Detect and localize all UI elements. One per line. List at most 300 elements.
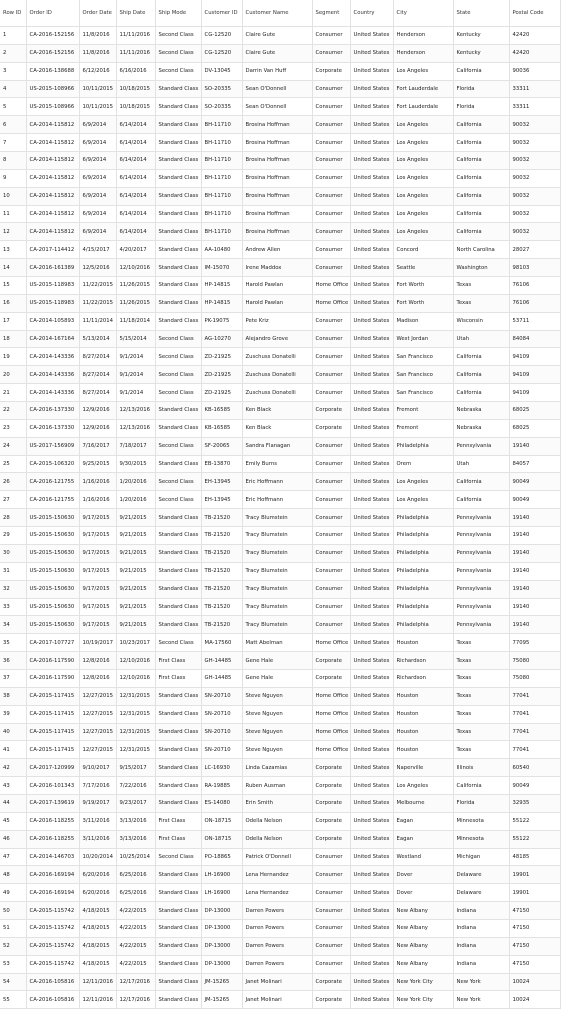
cell-postal-code[interactable]: 55122	[509, 830, 560, 848]
cell-country[interactable]: United States	[350, 187, 393, 205]
cell-state[interactable]: Minnesota	[453, 830, 509, 848]
cell-customer-id[interactable]: ZD-21925	[201, 348, 242, 366]
cell-customer-id[interactable]: ZD-21925	[201, 366, 242, 384]
table-row[interactable]	[0, 241, 560, 259]
cell-row-id[interactable]: 41	[0, 741, 26, 759]
cell-customer-name[interactable]: Pete Kriz	[242, 312, 312, 330]
cell-ship-date[interactable]: 9/1/2014	[116, 366, 155, 384]
cell-postal-code[interactable]: 90032	[509, 187, 560, 205]
cell-state[interactable]: Pennsylvania	[453, 562, 509, 580]
table-row[interactable]	[0, 884, 560, 902]
cell-postal-code[interactable]: 76106	[509, 277, 560, 295]
cell-order-date[interactable]: 4/18/2015	[79, 937, 116, 955]
cell-ship-mode[interactable]: Standard Class	[155, 277, 201, 295]
cell-postal-code[interactable]: 28027	[509, 241, 560, 259]
cell-state[interactable]: Utah	[453, 330, 509, 348]
table-row[interactable]	[0, 777, 560, 795]
cell-city[interactable]: Richardson	[393, 652, 453, 670]
cell-customer-name[interactable]: Sandra Flanagan	[242, 437, 312, 455]
cell-row-id[interactable]: 44	[0, 794, 26, 812]
cell-customer-name[interactable]: Andrew Allen	[242, 241, 312, 259]
cell-customer-id[interactable]: GH-14485	[201, 652, 242, 670]
cell-state[interactable]: California	[453, 223, 509, 241]
cell-ship-date[interactable]: 7/22/2016	[116, 777, 155, 795]
cell-ship-mode[interactable]: Standard Class	[155, 902, 201, 920]
cell-ship-mode[interactable]: Standard Class	[155, 955, 201, 973]
cell-city[interactable]: Seattle	[393, 259, 453, 277]
cell-order-id[interactable]: CA-2016-118255	[26, 812, 79, 830]
cell-order-id[interactable]: US-2017-156909	[26, 437, 79, 455]
cell-state[interactable]: Texas	[453, 277, 509, 295]
cell-order-id[interactable]: CA-2016-105816	[26, 991, 79, 1009]
cell-row-id[interactable]: 6	[0, 116, 26, 134]
cell-order-date[interactable]: 4/18/2015	[79, 902, 116, 920]
cell-row-id[interactable]: 26	[0, 473, 26, 491]
cell-order-id[interactable]: CA-2016-101343	[26, 777, 79, 795]
cell-ship-mode[interactable]: Standard Class	[155, 419, 201, 437]
cell-state[interactable]: Indiana	[453, 955, 509, 973]
cell-order-id[interactable]: CA-2015-117415	[26, 687, 79, 705]
table-row[interactable]	[0, 919, 560, 937]
cell-ship-mode[interactable]: Standard Class	[155, 794, 201, 812]
cell-ship-date[interactable]: 11/26/2015	[116, 277, 155, 295]
cell-row-id[interactable]: 52	[0, 937, 26, 955]
cell-ship-date[interactable]: 11/11/2016	[116, 27, 155, 45]
cell-customer-id[interactable]: LH-16900	[201, 866, 242, 884]
cell-row-id[interactable]: 21	[0, 384, 26, 402]
cell-country[interactable]: United States	[350, 509, 393, 527]
cell-ship-mode[interactable]: Standard Class	[155, 919, 201, 937]
cell-state[interactable]: California	[453, 366, 509, 384]
cell-order-id[interactable]: CA-2014-115812	[26, 205, 79, 223]
cell-row-id[interactable]: 42	[0, 759, 26, 777]
cell-state[interactable]: Utah	[453, 455, 509, 473]
cell-ship-date[interactable]: 11/11/2016	[116, 44, 155, 62]
cell-segment[interactable]: Corporate	[312, 973, 350, 991]
cell-order-id[interactable]: CA-2017-114412	[26, 241, 79, 259]
cell-city[interactable]: Madison	[393, 312, 453, 330]
cell-order-date[interactable]: 12/11/2016	[79, 973, 116, 991]
cell-ship-date[interactable]: 10/25/2014	[116, 848, 155, 866]
cell-postal-code[interactable]: 47150	[509, 955, 560, 973]
cell-city[interactable]: Eagan	[393, 812, 453, 830]
cell-ship-mode[interactable]: Standard Class	[155, 169, 201, 187]
cell-segment[interactable]: Consumer	[312, 241, 350, 259]
cell-country[interactable]: United States	[350, 687, 393, 705]
cell-customer-id[interactable]: PK-19075	[201, 312, 242, 330]
table-row[interactable]	[0, 402, 560, 420]
cell-postal-code[interactable]: 84084	[509, 330, 560, 348]
cell-row-id[interactable]: 25	[0, 455, 26, 473]
cell-row-id[interactable]: 32	[0, 580, 26, 598]
cell-country[interactable]: United States	[350, 777, 393, 795]
cell-order-id[interactable]: US-2015-118983	[26, 294, 79, 312]
cell-segment[interactable]: Consumer	[312, 544, 350, 562]
cell-city[interactable]: New York City	[393, 991, 453, 1009]
cell-order-id[interactable]: CA-2014-105893	[26, 312, 79, 330]
cell-segment[interactable]: Home Office	[312, 741, 350, 759]
table-row[interactable]	[0, 705, 560, 723]
cell-country[interactable]: United States	[350, 669, 393, 687]
cell-state[interactable]: Pennsylvania	[453, 616, 509, 634]
cell-order-id[interactable]: US-2015-150630	[26, 509, 79, 527]
cell-customer-id[interactable]: EB-13870	[201, 455, 242, 473]
cell-country[interactable]: United States	[350, 62, 393, 80]
cell-order-id[interactable]: US-2015-150630	[26, 598, 79, 616]
cell-order-id[interactable]: CA-2016-117590	[26, 669, 79, 687]
cell-customer-id[interactable]: BH-11710	[201, 134, 242, 152]
cell-ship-date[interactable]: 9/21/2015	[116, 616, 155, 634]
cell-ship-date[interactable]: 12/13/2016	[116, 419, 155, 437]
cell-order-date[interactable]: 11/11/2014	[79, 312, 116, 330]
cell-order-id[interactable]: CA-2016-169194	[26, 884, 79, 902]
table-row[interactable]	[0, 509, 560, 527]
cell-row-id[interactable]: 35	[0, 634, 26, 652]
cell-postal-code[interactable]: 94109	[509, 348, 560, 366]
cell-city[interactable]: Los Angeles	[393, 169, 453, 187]
cell-row-id[interactable]: 38	[0, 687, 26, 705]
cell-order-date[interactable]: 11/8/2016	[79, 27, 116, 45]
cell-customer-name[interactable]: Linda Cazamias	[242, 759, 312, 777]
cell-country[interactable]: United States	[350, 902, 393, 920]
cell-ship-date[interactable]: 12/31/2015	[116, 687, 155, 705]
cell-customer-name[interactable]: Eric Hoffmann	[242, 491, 312, 509]
cell-customer-id[interactable]: HP-14815	[201, 294, 242, 312]
cell-order-date[interactable]: 6/12/2016	[79, 62, 116, 80]
cell-customer-name[interactable]: Steve Nguyen	[242, 723, 312, 741]
cell-customer-id[interactable]: SO-20335	[201, 98, 242, 116]
cell-state[interactable]: California	[453, 777, 509, 795]
cell-city[interactable]: West Jordan	[393, 330, 453, 348]
cell-customer-name[interactable]: Sean O'Donnell	[242, 98, 312, 116]
cell-order-id[interactable]: CA-2015-115742	[26, 902, 79, 920]
cell-ship-mode[interactable]: Standard Class	[155, 777, 201, 795]
table-row[interactable]	[0, 562, 560, 580]
cell-ship-date[interactable]: 1/20/2016	[116, 473, 155, 491]
cell-postal-code[interactable]: 98103	[509, 259, 560, 277]
cell-ship-mode[interactable]: Second Class	[155, 848, 201, 866]
cell-segment[interactable]: Home Office	[312, 294, 350, 312]
cell-row-id[interactable]: 29	[0, 527, 26, 545]
cell-ship-mode[interactable]: Standard Class	[155, 402, 201, 420]
table-row[interactable]	[0, 812, 560, 830]
cell-customer-name[interactable]: Tracy Blumstein	[242, 527, 312, 545]
cell-city[interactable]: Fremont	[393, 419, 453, 437]
cell-order-date[interactable]: 7/16/2017	[79, 437, 116, 455]
table-row[interactable]	[0, 973, 560, 991]
cell-row-id[interactable]: 15	[0, 277, 26, 295]
cell-country[interactable]: United States	[350, 705, 393, 723]
cell-order-date[interactable]: 6/20/2016	[79, 866, 116, 884]
cell-segment[interactable]: Consumer	[312, 366, 350, 384]
cell-ship-date[interactable]: 9/1/2014	[116, 384, 155, 402]
cell-state[interactable]: California	[453, 116, 509, 134]
cell-postal-code[interactable]: 19901	[509, 884, 560, 902]
cell-ship-date[interactable]: 6/16/2016	[116, 62, 155, 80]
cell-ship-mode[interactable]: First Class	[155, 669, 201, 687]
cell-row-id[interactable]: 34	[0, 616, 26, 634]
cell-city[interactable]: Dover	[393, 866, 453, 884]
cell-customer-name[interactable]: Tracy Blumstein	[242, 580, 312, 598]
cell-customer-name[interactable]: Claire Gute	[242, 27, 312, 45]
cell-segment[interactable]: Consumer	[312, 169, 350, 187]
cell-postal-code[interactable]: 47150	[509, 902, 560, 920]
cell-row-id[interactable]: 4	[0, 80, 26, 98]
cell-postal-code[interactable]: 90032	[509, 205, 560, 223]
cell-customer-name[interactable]: Matt Abelman	[242, 634, 312, 652]
cell-segment[interactable]: Consumer	[312, 223, 350, 241]
cell-ship-date[interactable]: 6/14/2014	[116, 169, 155, 187]
cell-ship-mode[interactable]: Standard Class	[155, 223, 201, 241]
cell-order-date[interactable]: 12/27/2015	[79, 741, 116, 759]
cell-ship-mode[interactable]: Standard Class	[155, 80, 201, 98]
cell-postal-code[interactable]: 33311	[509, 80, 560, 98]
cell-city[interactable]: Los Angeles	[393, 62, 453, 80]
cell-postal-code[interactable]: 42420	[509, 27, 560, 45]
table-row[interactable]	[0, 330, 560, 348]
cell-order-date[interactable]: 9/17/2015	[79, 562, 116, 580]
cell-country[interactable]: United States	[350, 955, 393, 973]
cell-customer-id[interactable]: ES-14080	[201, 794, 242, 812]
cell-order-id[interactable]: US-2015-150630	[26, 562, 79, 580]
cell-customer-name[interactable]: Lena Hernandez	[242, 884, 312, 902]
cell-ship-mode[interactable]: First Class	[155, 652, 201, 670]
cell-state[interactable]: Pennsylvania	[453, 580, 509, 598]
cell-city[interactable]: New York City	[393, 973, 453, 991]
cell-ship-date[interactable]: 1/20/2016	[116, 491, 155, 509]
cell-city[interactable]: Los Angeles	[393, 205, 453, 223]
table-row[interactable]	[0, 223, 560, 241]
cell-ship-date[interactable]: 11/26/2015	[116, 294, 155, 312]
cell-customer-name[interactable]: Steve Nguyen	[242, 705, 312, 723]
cell-customer-name[interactable]: Brosina Hoffman	[242, 116, 312, 134]
cell-state[interactable]: California	[453, 205, 509, 223]
cell-customer-id[interactable]: HP-14815	[201, 277, 242, 295]
cell-customer-name[interactable]: Lena Hernandez	[242, 866, 312, 884]
cell-ship-mode[interactable]: Standard Class	[155, 294, 201, 312]
table-row[interactable]	[0, 955, 560, 973]
cell-ship-mode[interactable]: Standard Class	[155, 937, 201, 955]
cell-ship-date[interactable]: 4/22/2015	[116, 902, 155, 920]
cell-order-date[interactable]: 7/17/2016	[79, 777, 116, 795]
cell-order-date[interactable]: 4/18/2015	[79, 919, 116, 937]
cell-customer-id[interactable]: TB-21520	[201, 562, 242, 580]
cell-segment[interactable]: Consumer	[312, 866, 350, 884]
cell-order-date[interactable]: 9/17/2015	[79, 598, 116, 616]
cell-row-id[interactable]: 43	[0, 777, 26, 795]
cell-postal-code[interactable]: 77041	[509, 705, 560, 723]
cell-segment[interactable]: Consumer	[312, 27, 350, 45]
cell-order-id[interactable]: CA-2014-115812	[26, 134, 79, 152]
cell-state[interactable]: Pennsylvania	[453, 437, 509, 455]
cell-ship-mode[interactable]: Standard Class	[155, 116, 201, 134]
table-row[interactable]	[0, 598, 560, 616]
cell-ship-date[interactable]: 9/21/2015	[116, 544, 155, 562]
cell-postal-code[interactable]: 76106	[509, 294, 560, 312]
cell-ship-mode[interactable]: Second Class	[155, 437, 201, 455]
cell-postal-code[interactable]: 90049	[509, 777, 560, 795]
table-row[interactable]	[0, 312, 560, 330]
cell-segment[interactable]: Consumer	[312, 348, 350, 366]
cell-country[interactable]: United States	[350, 830, 393, 848]
cell-ship-date[interactable]: 3/13/2016	[116, 830, 155, 848]
cell-city[interactable]: Los Angeles	[393, 473, 453, 491]
cell-row-id[interactable]: 2	[0, 44, 26, 62]
cell-ship-date[interactable]: 9/15/2017	[116, 759, 155, 777]
cell-customer-id[interactable]: BH-11710	[201, 223, 242, 241]
cell-segment[interactable]: Home Office	[312, 277, 350, 295]
cell-ship-mode[interactable]: Second Class	[155, 491, 201, 509]
cell-segment[interactable]: Consumer	[312, 473, 350, 491]
cell-order-id[interactable]: CA-2016-138688	[26, 62, 79, 80]
cell-postal-code[interactable]: 90032	[509, 152, 560, 170]
cell-row-id[interactable]: 8	[0, 152, 26, 170]
cell-state[interactable]: Nebraska	[453, 419, 509, 437]
cell-city[interactable]: Houston	[393, 634, 453, 652]
table-row[interactable]	[0, 27, 560, 45]
cell-customer-name[interactable]: Brosina Hoffman	[242, 169, 312, 187]
cell-city[interactable]: Los Angeles	[393, 152, 453, 170]
cell-state[interactable]: Texas	[453, 723, 509, 741]
table-row[interactable]	[0, 759, 560, 777]
cell-segment[interactable]: Consumer	[312, 955, 350, 973]
cell-order-id[interactable]: CA-2016-137330	[26, 419, 79, 437]
cell-order-id[interactable]: CA-2014-115812	[26, 116, 79, 134]
cell-postal-code[interactable]: 90032	[509, 116, 560, 134]
cell-ship-date[interactable]: 4/22/2015	[116, 955, 155, 973]
column-header-city[interactable]: City	[393, 0, 453, 27]
cell-city[interactable]: Fremont	[393, 402, 453, 420]
cell-country[interactable]: United States	[350, 544, 393, 562]
cell-postal-code[interactable]: 90049	[509, 473, 560, 491]
cell-city[interactable]: Henderson	[393, 27, 453, 45]
cell-customer-name[interactable]: Sean O'Donnell	[242, 80, 312, 98]
cell-city[interactable]: Houston	[393, 723, 453, 741]
cell-order-id[interactable]: CA-2014-115812	[26, 187, 79, 205]
cell-postal-code[interactable]: 75080	[509, 652, 560, 670]
cell-postal-code[interactable]: 19140	[509, 562, 560, 580]
cell-state[interactable]: California	[453, 384, 509, 402]
cell-city[interactable]: Naperville	[393, 759, 453, 777]
cell-order-date[interactable]: 6/9/2014	[79, 187, 116, 205]
table-row[interactable]	[0, 652, 560, 670]
cell-customer-id[interactable]: SN-20710	[201, 723, 242, 741]
cell-postal-code[interactable]: 90032	[509, 169, 560, 187]
cell-ship-date[interactable]: 9/21/2015	[116, 598, 155, 616]
cell-order-id[interactable]: CA-2015-115742	[26, 919, 79, 937]
cell-city[interactable]: Concord	[393, 241, 453, 259]
cell-city[interactable]: Fort Worth	[393, 294, 453, 312]
column-header-country[interactable]: Country	[350, 0, 393, 27]
cell-order-date[interactable]: 12/11/2016	[79, 991, 116, 1009]
cell-city[interactable]: Los Angeles	[393, 187, 453, 205]
cell-country[interactable]: United States	[350, 527, 393, 545]
cell-postal-code[interactable]: 94109	[509, 366, 560, 384]
cell-city[interactable]: Fort Worth	[393, 277, 453, 295]
cell-postal-code[interactable]: 10024	[509, 973, 560, 991]
cell-order-id[interactable]: US-2015-108966	[26, 98, 79, 116]
cell-order-date[interactable]: 6/9/2014	[79, 134, 116, 152]
cell-city[interactable]: Philadelphia	[393, 598, 453, 616]
cell-row-id[interactable]: 7	[0, 134, 26, 152]
cell-postal-code[interactable]: 90049	[509, 491, 560, 509]
table-row[interactable]	[0, 902, 560, 920]
cell-order-id[interactable]: CA-2015-106320	[26, 455, 79, 473]
cell-ship-date[interactable]: 3/13/2016	[116, 812, 155, 830]
cell-postal-code[interactable]: 68025	[509, 402, 560, 420]
cell-postal-code[interactable]: 55122	[509, 812, 560, 830]
cell-city[interactable]: San Francisco	[393, 366, 453, 384]
cell-ship-mode[interactable]: Standard Class	[155, 527, 201, 545]
column-header-row-id[interactable]: Row ID	[0, 0, 26, 27]
cell-customer-id[interactable]: BH-11710	[201, 152, 242, 170]
cell-ship-mode[interactable]: Standard Class	[155, 187, 201, 205]
cell-ship-date[interactable]: 9/21/2015	[116, 527, 155, 545]
cell-country[interactable]: United States	[350, 241, 393, 259]
cell-row-id[interactable]: 23	[0, 419, 26, 437]
cell-ship-mode[interactable]: Second Class	[155, 366, 201, 384]
cell-ship-mode[interactable]: First Class	[155, 830, 201, 848]
cell-country[interactable]: United States	[350, 812, 393, 830]
cell-order-date[interactable]: 4/18/2015	[79, 955, 116, 973]
cell-segment[interactable]: Consumer	[312, 919, 350, 937]
cell-country[interactable]: United States	[350, 205, 393, 223]
table-row[interactable]	[0, 473, 560, 491]
cell-customer-name[interactable]: Zuschuss Donatelli	[242, 348, 312, 366]
cell-postal-code[interactable]: 90032	[509, 134, 560, 152]
column-header-order-id[interactable]: Order ID	[26, 0, 79, 27]
table-row[interactable]	[0, 62, 560, 80]
cell-ship-date[interactable]: 6/25/2016	[116, 866, 155, 884]
cell-customer-name[interactable]: Irene Maddox	[242, 259, 312, 277]
cell-country[interactable]: United States	[350, 794, 393, 812]
cell-customer-name[interactable]: Darrin Van Huff	[242, 62, 312, 80]
cell-customer-name[interactable]: Eric Hoffmann	[242, 473, 312, 491]
cell-order-date[interactable]: 4/15/2017	[79, 241, 116, 259]
cell-state[interactable]: Pennsylvania	[453, 598, 509, 616]
cell-segment[interactable]: Corporate	[312, 402, 350, 420]
cell-country[interactable]: United States	[350, 866, 393, 884]
cell-country[interactable]: United States	[350, 330, 393, 348]
cell-customer-name[interactable]: Emily Burns	[242, 455, 312, 473]
table-row[interactable]	[0, 937, 560, 955]
cell-segment[interactable]: Consumer	[312, 527, 350, 545]
cell-row-id[interactable]: 37	[0, 669, 26, 687]
cell-order-date[interactable]: 12/8/2016	[79, 669, 116, 687]
cell-row-id[interactable]: 13	[0, 241, 26, 259]
cell-customer-id[interactable]: BH-11710	[201, 116, 242, 134]
cell-ship-mode[interactable]: Standard Class	[155, 759, 201, 777]
cell-postal-code[interactable]: 77041	[509, 687, 560, 705]
cell-customer-id[interactable]: AA-10480	[201, 241, 242, 259]
cell-ship-date[interactable]: 6/14/2014	[116, 223, 155, 241]
cell-segment[interactable]: Consumer	[312, 134, 350, 152]
cell-state[interactable]: Washington	[453, 259, 509, 277]
cell-customer-name[interactable]: Tracy Blumstein	[242, 616, 312, 634]
cell-country[interactable]: United States	[350, 27, 393, 45]
cell-customer-name[interactable]: Darren Powers	[242, 919, 312, 937]
cell-customer-name[interactable]: Darren Powers	[242, 937, 312, 955]
cell-country[interactable]: United States	[350, 294, 393, 312]
cell-row-id[interactable]: 14	[0, 259, 26, 277]
cell-postal-code[interactable]: 53711	[509, 312, 560, 330]
table-row[interactable]	[0, 580, 560, 598]
cell-country[interactable]: United States	[350, 919, 393, 937]
cell-customer-name[interactable]: Darren Powers	[242, 902, 312, 920]
cell-country[interactable]: United States	[350, 723, 393, 741]
cell-customer-name[interactable]: Alejandro Grove	[242, 330, 312, 348]
cell-order-date[interactable]: 12/27/2015	[79, 723, 116, 741]
